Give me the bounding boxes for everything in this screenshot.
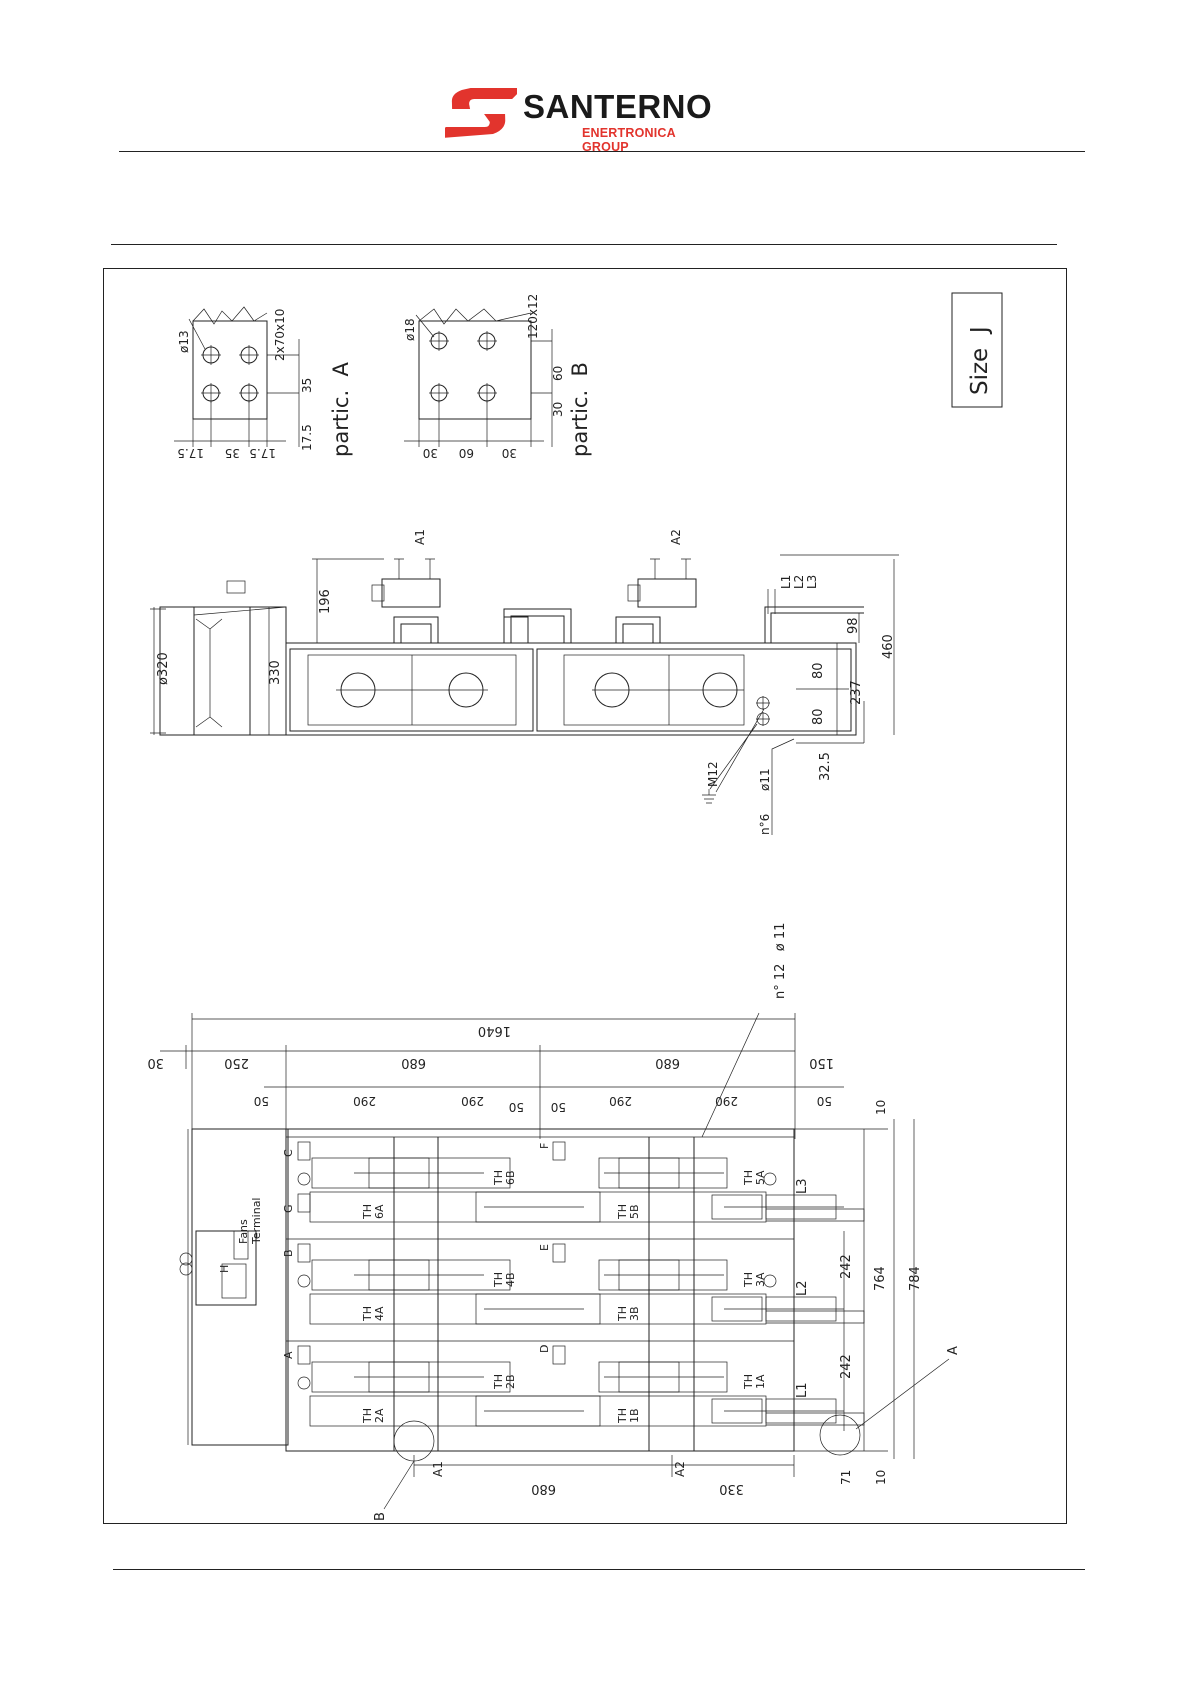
dim-150: 150 (809, 1055, 834, 1070)
fans-label-2: Terminal (250, 1197, 263, 1244)
detail-a-bar: 2x70x10 (273, 308, 287, 361)
detail-b-dim-2: 60 (458, 446, 474, 460)
dim-330-bottom: 330 (719, 1481, 744, 1496)
side-dim-196: 196 (318, 589, 333, 614)
thyristor-group-1 (310, 1158, 844, 1222)
dim-50b: 50 (508, 1100, 524, 1114)
santerno-logo-mark-icon (445, 82, 517, 144)
detail-b-vdim-1: 30 (551, 401, 565, 417)
dim-10-bottom: 10 (874, 1469, 888, 1485)
dim-250: 250 (224, 1055, 249, 1070)
footer-rule (113, 1569, 1085, 1570)
brand-name: SANTERNO (523, 88, 713, 125)
side-dim-diameter: ø320 (156, 652, 171, 685)
dim-290b: 290 (461, 1094, 484, 1108)
detail-a-hole: ø13 (177, 330, 191, 353)
dim-290d: 290 (715, 1094, 738, 1108)
detail-a-vdim-1: 17.5 (300, 424, 314, 451)
th-6a-2: 6A (373, 1204, 386, 1219)
top-phase-l1: L1 (795, 1382, 810, 1398)
fuse-g: G (282, 1204, 295, 1213)
th-5b-1: TH (616, 1204, 629, 1219)
side-view (150, 529, 899, 835)
holes-callout: n° 12 ø 11 (773, 922, 788, 999)
dim-50a: 50 (253, 1094, 269, 1108)
fuse-f: F (538, 1142, 551, 1149)
detail-a-title: partic. A (329, 362, 353, 457)
side-dim-330: 330 (268, 660, 283, 685)
side-phase-l1: L1 (779, 574, 793, 589)
detail-a-dim-3: 17.5 (249, 446, 276, 460)
th-4a-1: TH (361, 1306, 374, 1321)
th-1b-2: 1B (628, 1408, 641, 1423)
th-4a-2: 4A (373, 1306, 386, 1321)
side-dim-32-5: 32.5 (818, 752, 833, 781)
header-rule (119, 151, 1085, 152)
header-rule-2 (111, 244, 1057, 245)
dim-50c: 50 (550, 1100, 566, 1114)
detail-a (174, 307, 353, 460)
detail-a-dim-2: 35 (224, 446, 240, 460)
top-terminal-a1: A1 (431, 1461, 445, 1477)
fuse-letter-h: H (218, 1264, 231, 1273)
th-2a-2: 2A (373, 1408, 386, 1423)
fuse-d: D (538, 1344, 551, 1353)
terminal-a2: A2 (669, 529, 683, 545)
th-3a-2: 3A (754, 1272, 767, 1287)
top-phase-l3: L3 (795, 1178, 810, 1194)
dim-290c: 290 (609, 1094, 632, 1108)
brand-subtitle: ENERTRONICA GROUP (582, 126, 676, 154)
callout-a: A (946, 1346, 961, 1355)
side-dim-80b: 80 (811, 708, 826, 725)
side-dim-98: 98 (846, 617, 861, 634)
detail-b-title: partic. B (568, 362, 592, 457)
detail-b-dim-3: 30 (501, 446, 517, 460)
drawing-frame (103, 268, 1067, 1524)
dim-71: 71 (839, 1469, 853, 1485)
th-2b-2: 2B (504, 1374, 517, 1389)
holes-count: n°6 (758, 813, 772, 835)
size-label: Size J (967, 326, 993, 395)
dim-10-top: 10 (874, 1099, 888, 1115)
dim-290a: 290 (353, 1094, 376, 1108)
top-terminal-a2: A2 (673, 1461, 687, 1477)
callout-b: B (373, 1512, 388, 1521)
fuse-e: E (538, 1244, 551, 1251)
th-2b-1: TH (492, 1374, 505, 1389)
detail-b-vdim-2: 60 (551, 365, 565, 381)
detail-a-dim-1: 17.5 (177, 446, 204, 460)
dim-50d: 50 (816, 1094, 832, 1108)
dim-680a: 680 (401, 1055, 426, 1070)
th-4b-2: 4B (504, 1272, 517, 1287)
terminal-a1: A1 (413, 529, 427, 545)
th-3b-1: TH (616, 1306, 629, 1321)
detail-b-hole: ø18 (403, 318, 417, 341)
fuse-a: A (282, 1351, 295, 1359)
th-1a-2: 1A (754, 1374, 767, 1389)
fuse-b: B (282, 1249, 295, 1257)
th-6a-1: TH (361, 1204, 374, 1219)
fuse-c: C (282, 1149, 295, 1157)
side-phase-l3: L3 (805, 574, 819, 589)
top-phase-l2: L2 (795, 1280, 810, 1296)
th-3b-2: 3B (628, 1306, 641, 1321)
dim-764: 764 (873, 1266, 888, 1291)
thyristor-group-3 (310, 1362, 844, 1426)
dim-680b: 680 (655, 1055, 680, 1070)
side-dim-460: 460 (881, 634, 896, 659)
dim-30: 30 (147, 1055, 164, 1070)
dim-242a: 242 (839, 1254, 854, 1279)
dim-242b: 242 (839, 1354, 854, 1379)
th-5b-2: 5B (628, 1204, 641, 1219)
side-phase-l2: L2 (792, 574, 806, 589)
th-5a-2: 5A (754, 1170, 767, 1185)
ground-label: M12 (706, 761, 720, 787)
th-6b-1: TH (492, 1170, 505, 1185)
th-3a-1: TH (742, 1272, 755, 1287)
th-1a-1: TH (742, 1374, 755, 1389)
top-view (147, 923, 961, 1521)
side-dim-80a: 80 (811, 662, 826, 679)
holes-diameter: ø11 (758, 768, 772, 791)
detail-b (403, 294, 592, 460)
th-1b-1: TH (616, 1408, 629, 1423)
detail-b-dim-1: 30 (422, 446, 438, 460)
thyristor-group-2 (310, 1260, 844, 1324)
technical-drawing (104, 269, 1066, 1523)
santerno-logo (445, 82, 725, 154)
dim-1640: 1640 (477, 1023, 511, 1038)
dim-680-bottom: 680 (531, 1481, 556, 1496)
th-2a-1: TH (361, 1408, 374, 1423)
dim-784: 784 (908, 1266, 923, 1291)
th-5a-1: TH (742, 1170, 755, 1185)
detail-b-bar: 120x12 (526, 293, 540, 339)
size-label-box (952, 293, 1002, 407)
th-4b-1: TH (492, 1272, 505, 1287)
detail-a-vdim-2: 35 (300, 377, 314, 393)
side-dim-237: 237 (849, 680, 864, 705)
fans-label-1: Fans (237, 1219, 250, 1244)
th-6b-2: 6B (504, 1170, 517, 1185)
